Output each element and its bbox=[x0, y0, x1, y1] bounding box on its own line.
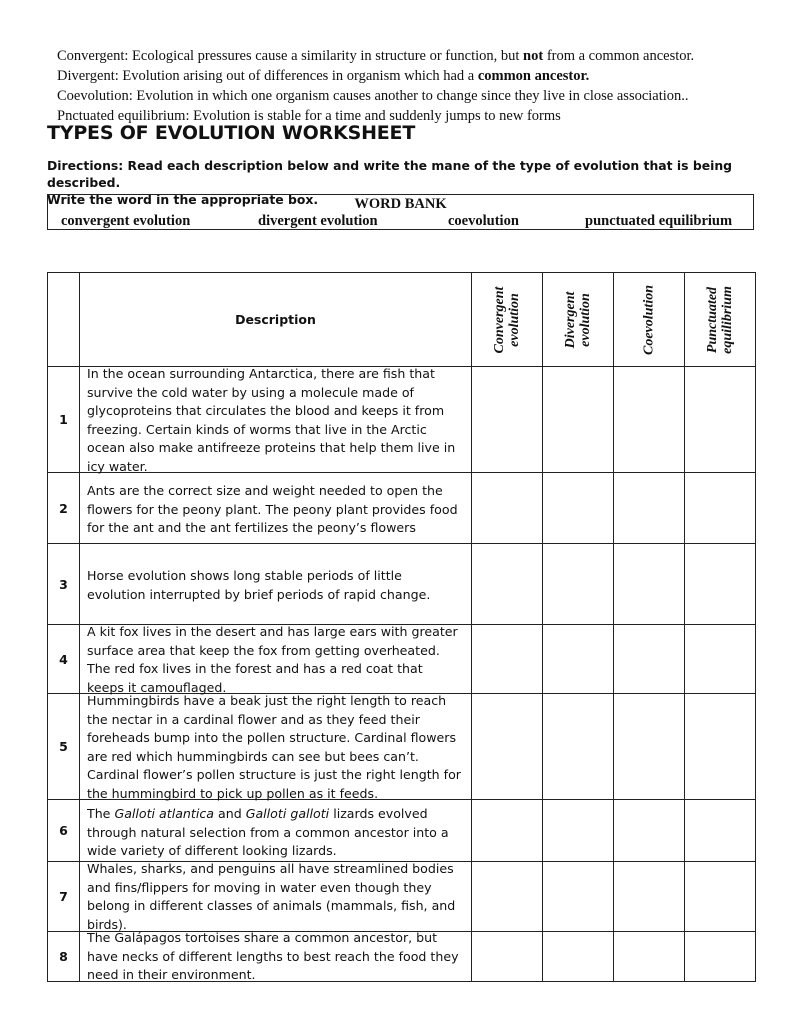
table-row bbox=[48, 694, 756, 800]
column-header-line: evolution bbox=[507, 292, 522, 347]
answer-box-convergent[interactable] bbox=[472, 544, 543, 625]
description-text bbox=[87, 623, 463, 697]
definition-text: Pnctuated equilibrium: Evolution is stable for a time and suddenly jumps to new forms bbox=[57, 108, 561, 124]
definition-line bbox=[57, 46, 777, 66]
answer-box-convergent[interactable] bbox=[472, 473, 543, 544]
column-header-line: Coevolution bbox=[641, 284, 657, 355]
row-number: 4 bbox=[48, 625, 80, 694]
description-text bbox=[87, 567, 463, 604]
number-header bbox=[48, 273, 80, 367]
column-header-coevolution bbox=[614, 273, 685, 367]
table-row bbox=[48, 800, 756, 862]
definition-text: from a common ancestor. bbox=[543, 48, 695, 64]
description-cell bbox=[80, 694, 472, 800]
row-number: 6 bbox=[48, 800, 80, 862]
description-fragment: and bbox=[214, 806, 246, 821]
column-header-divergent bbox=[543, 273, 614, 367]
row-number: 2 bbox=[48, 473, 80, 544]
answer-box-convergent[interactable] bbox=[472, 932, 543, 982]
table-row bbox=[48, 544, 756, 625]
description-cell bbox=[80, 473, 472, 544]
column-header-line: Divergent bbox=[563, 291, 578, 348]
description-text bbox=[87, 805, 463, 861]
answer-box-punctuated[interactable] bbox=[685, 694, 756, 800]
answer-box-punctuated[interactable] bbox=[685, 473, 756, 544]
answer-box-coevolution[interactable] bbox=[614, 694, 685, 800]
column-header-line: Punctuated bbox=[705, 286, 720, 353]
description-cell bbox=[80, 367, 472, 473]
column-header-line: equilibrium bbox=[720, 285, 735, 354]
column-header-punctuated bbox=[685, 273, 756, 367]
answer-box-divergent[interactable] bbox=[543, 862, 614, 932]
description-text bbox=[87, 929, 463, 985]
description-text bbox=[87, 860, 463, 934]
species-name: Galloti atlantica bbox=[114, 806, 214, 821]
table-row bbox=[48, 625, 756, 694]
description-text bbox=[87, 365, 463, 477]
description-cell bbox=[80, 544, 472, 625]
description-header: Description bbox=[80, 273, 472, 367]
header-row bbox=[48, 273, 756, 367]
definitions-block bbox=[57, 46, 777, 126]
description-text bbox=[87, 482, 463, 538]
answer-box-punctuated[interactable] bbox=[685, 367, 756, 473]
word-bank-term: convergent evolution bbox=[61, 213, 191, 229]
answer-box-convergent[interactable] bbox=[472, 800, 543, 862]
answer-box-coevolution[interactable] bbox=[614, 862, 685, 932]
evolution-table bbox=[47, 272, 756, 982]
answer-box-punctuated[interactable] bbox=[685, 800, 756, 862]
answer-box-convergent[interactable] bbox=[472, 367, 543, 473]
description-fragment: Hummingbirds have a beak just the right length to reach the nectar in a cardinal flower and as they feed their foreheads bump into the pollen structure. Cardinal flowers are red which hummingbirds can see but bees can’t. Cardinal flower’s pollen structure is just the right length for the hummingbird to pick up pollen as it feeds. bbox=[87, 693, 461, 801]
word-bank-title: WORD BANK bbox=[354, 196, 447, 212]
answer-box-coevolution[interactable] bbox=[614, 625, 685, 694]
answer-box-divergent[interactable] bbox=[543, 367, 614, 473]
description-cell bbox=[80, 625, 472, 694]
table-row bbox=[48, 367, 756, 473]
definition-text: Divergent: Evolution arising out of differences in organism which had a bbox=[57, 68, 478, 84]
table-row bbox=[48, 932, 756, 982]
description-fragment: lizards evolved through natural selection from a common ancestor into a wide variety of different looking lizards. bbox=[87, 806, 449, 859]
directions-line: Directions: Read each description below and write the mane of the type of evolution that is being described. bbox=[47, 158, 733, 190]
answer-box-coevolution[interactable] bbox=[614, 544, 685, 625]
answer-box-convergent[interactable] bbox=[472, 625, 543, 694]
answer-box-divergent[interactable] bbox=[543, 625, 614, 694]
column-header-line: evolution bbox=[578, 292, 593, 347]
definition-line bbox=[57, 86, 777, 106]
answer-box-convergent[interactable] bbox=[472, 862, 543, 932]
answer-box-convergent[interactable] bbox=[472, 694, 543, 800]
answer-box-divergent[interactable] bbox=[543, 473, 614, 544]
description-fragment: Whales, sharks, and penguins all have streamlined bodies and fins/flippers for moving in water even though they belong in different classes of animals (mammals, fish, and birds). bbox=[87, 861, 456, 932]
definition-line bbox=[57, 66, 777, 86]
answer-box-coevolution[interactable] bbox=[614, 367, 685, 473]
description-fragment: The Galápagos tortoises share a common ancestor, but have necks of different lengths to best reach the food they need in their environment. bbox=[87, 930, 459, 983]
column-header-line: Convergent bbox=[492, 286, 507, 353]
definition-emphasis: common ancestor. bbox=[477, 68, 590, 84]
description-fragment: A kit fox lives in the desert and has large ears with greater surface area that keep the fox from getting overheated. The red fox lives in the forest and has a red coat that keeps it camouflaged. bbox=[87, 624, 458, 695]
column-header-convergent bbox=[472, 273, 543, 367]
answer-box-divergent[interactable] bbox=[543, 694, 614, 800]
row-number: 3 bbox=[48, 544, 80, 625]
answer-box-punctuated[interactable] bbox=[685, 862, 756, 932]
word-bank-term: coevolution bbox=[448, 213, 519, 229]
description-cell bbox=[80, 800, 472, 862]
description-cell bbox=[80, 862, 472, 932]
table-row bbox=[48, 862, 756, 932]
description-fragment: Horse evolution shows long stable periods of little evolution interrupted by brief periods of rapid change. bbox=[87, 568, 431, 602]
description-text bbox=[87, 692, 463, 804]
definition-emphasis: not bbox=[523, 48, 544, 64]
word-bank bbox=[47, 194, 754, 230]
description-fragment: The bbox=[87, 806, 115, 821]
worksheet-title: TYPES OF EVOLUTION WORKSHEET bbox=[47, 122, 416, 144]
definition-text: Convergent: Ecological pressures cause a similarity in structure or function, but bbox=[57, 48, 524, 64]
word-bank-term: divergent evolution bbox=[258, 213, 378, 229]
answer-box-coevolution[interactable] bbox=[614, 473, 685, 544]
answer-box-coevolution[interactable] bbox=[614, 932, 685, 982]
answer-box-punctuated[interactable] bbox=[685, 625, 756, 694]
row-number: 1 bbox=[48, 367, 80, 473]
answer-box-punctuated[interactable] bbox=[685, 544, 756, 625]
answer-box-punctuated[interactable] bbox=[685, 932, 756, 982]
answer-box-coevolution[interactable] bbox=[614, 800, 685, 862]
description-fragment: In the ocean surrounding Antarctica, there are fish that survive the cold water by using a molecule made of glycoproteins that circulates the blood and keeps it from freezing. Certain kinds of worms that live in the Arctic ocean also make antifreeze proteins that help them live in icy water. bbox=[87, 366, 456, 474]
answer-box-divergent[interactable] bbox=[543, 800, 614, 862]
directions-line: Write the word in the appropriate box. bbox=[47, 192, 319, 207]
row-number: 8 bbox=[48, 932, 80, 982]
table-row bbox=[48, 473, 756, 544]
word-bank-term: punctuated equilibrium bbox=[585, 213, 733, 229]
row-number: 7 bbox=[48, 862, 80, 932]
description-cell bbox=[80, 932, 472, 982]
species-name: Galloti galloti bbox=[245, 806, 330, 821]
description-fragment: Ants are the correct size and weight needed to open the flowers for the peony plant. The peony plant provides food for the ant and the ant fertilizes the peony’s flowers bbox=[87, 483, 458, 536]
answer-box-divergent[interactable] bbox=[543, 544, 614, 625]
definition-text: Coevolution: Evolution in which one organism causes another to change since they live in close association.. bbox=[57, 88, 689, 104]
answer-box-divergent[interactable] bbox=[543, 932, 614, 982]
row-number: 5 bbox=[48, 694, 80, 800]
